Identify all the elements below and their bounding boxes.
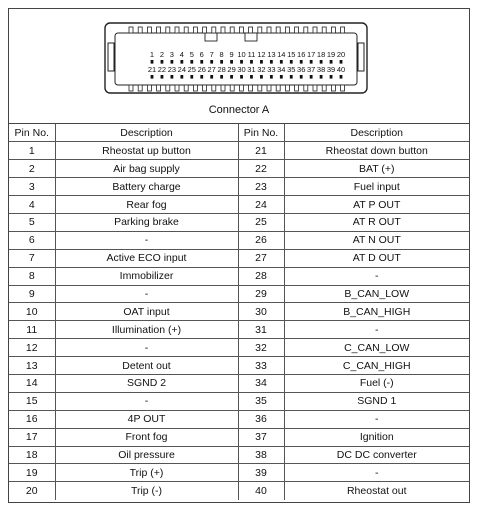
pin-table-header-row (9, 124, 469, 142)
pin-number-cell: 39 (238, 464, 284, 482)
connector-pin-contact (310, 75, 313, 79)
pin-number-cell: 21 (238, 142, 284, 160)
connector-pin-label: 15 (287, 50, 296, 59)
table-row (9, 482, 469, 500)
connector-pin-contact (180, 60, 183, 64)
connector-pin-label: 19 (326, 50, 336, 59)
table-row (9, 339, 469, 357)
connector-tooth (129, 85, 133, 91)
table-row (9, 374, 469, 392)
connector-pin-contact (280, 60, 283, 64)
pin-description-cell: - (284, 410, 469, 428)
connector-pin-label: 38 (316, 65, 326, 74)
connector-tooth (138, 27, 142, 33)
connector-pin-label: 32 (257, 65, 266, 74)
pin-description-cell: AT R OUT (284, 213, 469, 231)
connector-tooth (267, 85, 271, 91)
pin-number-cell: 7 (9, 249, 55, 267)
table-row (9, 160, 469, 178)
connector-tooth (276, 85, 280, 91)
connector-tooth (203, 27, 207, 33)
pin-description-cell: Trip (-) (55, 482, 238, 500)
connector-pin-contact (260, 75, 263, 79)
connector-caption: Connector A (208, 104, 270, 116)
connector-pin-label: 29 (227, 65, 236, 74)
pin-number-cell: 2 (9, 160, 55, 178)
header-description-left: Description (55, 124, 238, 142)
pin-number-cell: 35 (238, 392, 284, 410)
pin-description-cell: B_CAN_HIGH (284, 303, 469, 321)
pin-number-cell: 20 (9, 482, 55, 500)
connector-pin-contact (280, 75, 283, 79)
connector-pin-label: 21 (147, 65, 157, 74)
connector-pin-contact (230, 60, 233, 64)
connector-tooth (184, 85, 188, 91)
connector-pin-label: 34 (277, 65, 286, 74)
connector-tooth (313, 27, 317, 33)
connector-pin-contact (290, 75, 293, 79)
pin-description-cell: - (284, 267, 469, 285)
connector-pin-label: 3 (169, 50, 174, 59)
pin-number-cell: 18 (9, 446, 55, 464)
pin-description-cell: Battery charge (55, 178, 238, 196)
connector-tooth (285, 27, 289, 33)
connector-tooth (249, 27, 253, 33)
pin-description-cell: AT P OUT (284, 196, 469, 214)
connector-tooth (230, 27, 234, 33)
connector-tooth (285, 85, 289, 91)
connector-pin-label: 35 (287, 65, 296, 74)
pin-description-cell: Immobilizer (55, 267, 238, 285)
pin-number-cell: 6 (9, 231, 55, 249)
connector-tooth (239, 85, 243, 91)
pin-number-cell: 38 (238, 446, 284, 464)
connector-tooth (193, 27, 197, 33)
pin-number-cell: 28 (238, 267, 284, 285)
pin-number-cell: 17 (9, 428, 55, 446)
connector-pin-contact (190, 60, 193, 64)
connector-tooth (258, 27, 262, 33)
pin-number-cell: 9 (9, 285, 55, 303)
connector-tooth (239, 27, 243, 33)
connector-diagram-panel (9, 9, 469, 124)
pin-number-cell: 13 (9, 357, 55, 375)
table-row (9, 321, 469, 339)
pin-description-cell: 4P OUT (55, 410, 238, 428)
connector-tooth (193, 85, 197, 91)
connector-tooth (166, 85, 170, 91)
connector-pin-contact (290, 60, 293, 64)
pin-description-cell: DC DC converter (284, 446, 469, 464)
connector-tooth (313, 85, 317, 91)
pin-description-cell: SGND 2 (55, 374, 238, 392)
pin-number-cell: 30 (238, 303, 284, 321)
pin-number-cell: 34 (238, 374, 284, 392)
connector-pin-label: 6 (199, 50, 204, 59)
connector-pin-contact (220, 60, 223, 64)
connector-tooth (331, 27, 335, 33)
pin-description-cell: Rheostat up button (55, 142, 238, 160)
pin-number-cell: 29 (238, 285, 284, 303)
pin-description-cell: C_CAN_HIGH (284, 357, 469, 375)
pin-number-cell: 36 (238, 410, 284, 428)
connector-pin-contact (330, 75, 333, 79)
connector-pin-label: 20 (336, 50, 346, 59)
connector-tooth (221, 27, 225, 33)
pin-description-cell: Fuel input (284, 178, 469, 196)
pin-description-cell: SGND 1 (284, 392, 469, 410)
connector-tooth (322, 27, 326, 33)
pin-description-cell: Trip (+) (55, 464, 238, 482)
connector-tooth (221, 85, 225, 91)
table-row (9, 357, 469, 375)
connector-pin-label: 14 (277, 50, 286, 59)
pin-number-cell: 1 (9, 142, 55, 160)
connector-pin-contact (151, 75, 154, 79)
connector-pin-label: 1 (149, 50, 155, 59)
pin-description-cell: Front fog (55, 428, 238, 446)
connector-pin-contact (330, 60, 333, 64)
connector-pin-contact (170, 75, 173, 79)
connector-pin-contact (230, 75, 233, 79)
connector-tooth (175, 85, 179, 91)
connector-tooth (331, 85, 335, 91)
table-row (9, 267, 469, 285)
connector-tooth (249, 85, 253, 91)
connector-pin-label: 11 (247, 50, 256, 59)
connector-pin-contact (240, 60, 243, 64)
pin-description-cell: Rheostat out (284, 482, 469, 500)
connector-pin-contact (200, 60, 203, 64)
connector-pin-label: 5 (189, 50, 194, 59)
connector-tooth (157, 27, 161, 33)
connector-pin-label: 23 (167, 65, 177, 74)
pin-number-cell: 19 (9, 464, 55, 482)
pin-number-cell: 26 (238, 231, 284, 249)
connector-pin-label: 22 (157, 65, 167, 74)
pin-description-cell: Fuel (-) (284, 374, 469, 392)
connector-pin-contact (340, 60, 343, 64)
connector-tooth (267, 27, 271, 33)
connector-pin-label: 27 (207, 65, 216, 74)
connector-tooth (304, 27, 308, 33)
connector-tooth (258, 85, 262, 91)
pin-description-cell: AT N OUT (284, 231, 469, 249)
pin-description-cell: Rheostat down button (284, 142, 469, 160)
connector-pin-contact (300, 60, 303, 64)
pin-number-cell: 15 (9, 392, 55, 410)
table-row (9, 213, 469, 231)
connector-tooth (295, 85, 299, 91)
connector-tooth (175, 27, 179, 33)
pin-description-cell: Active ECO input (55, 249, 238, 267)
pin-number-cell: 5 (9, 213, 55, 231)
pin-number-cell: 23 (238, 178, 284, 196)
connector-a-drawing (9, 9, 469, 104)
table-row (9, 142, 469, 160)
connector-pin-contact (200, 75, 203, 79)
header-pin-no-left: Pin No. (9, 124, 55, 142)
connector-tooth (147, 27, 151, 33)
connector-pin-contact (240, 75, 243, 79)
connector-pin-label: 39 (326, 65, 336, 74)
table-row (9, 249, 469, 267)
connector-pin-label: 28 (217, 65, 226, 74)
connector-tooth (147, 85, 151, 91)
pinout-sheet (8, 8, 470, 503)
connector-pin-contact (320, 60, 323, 64)
connector-pin-label: 30 (237, 65, 246, 74)
pin-description-cell: - (55, 231, 238, 249)
connector-pin-contact (161, 75, 164, 79)
connector-pin-label: 9 (229, 50, 234, 59)
connector-tooth (276, 27, 280, 33)
connector-pin-label: 24 (177, 65, 187, 74)
connector-tooth (212, 27, 216, 33)
connector-pin-contact (220, 75, 223, 79)
table-row (9, 464, 469, 482)
header-pin-no-right: Pin No. (238, 124, 284, 142)
connector-tooth (166, 27, 170, 33)
connector-pin-label: 37 (306, 65, 316, 74)
pin-number-cell: 11 (9, 321, 55, 339)
pin-description-cell: - (284, 464, 469, 482)
pin-number-cell: 3 (9, 178, 55, 196)
connector-pin-label: 7 (209, 50, 214, 59)
connector-pin-contact (161, 60, 164, 64)
pin-description-cell: Air bag supply (55, 160, 238, 178)
connector-pin-contact (180, 75, 183, 79)
pin-number-cell: 24 (238, 196, 284, 214)
table-row (9, 410, 469, 428)
connector-pin-label: 18 (316, 50, 326, 59)
connector-pin-contact (250, 75, 253, 79)
connector-pin-label: 31 (247, 65, 256, 74)
connector-tooth (304, 85, 308, 91)
connector-pin-label: 26 (197, 65, 206, 74)
pin-number-cell: 12 (9, 339, 55, 357)
pin-number-cell: 14 (9, 374, 55, 392)
connector-tooth (212, 85, 216, 91)
connector-pin-contact (270, 60, 273, 64)
pin-description-cell: - (55, 392, 238, 410)
connector-pin-label: 16 (297, 50, 306, 59)
connector-pin-label: 25 (187, 65, 196, 74)
pin-description-cell: BAT (+) (284, 160, 469, 178)
connector-pin-contact (170, 60, 173, 64)
pin-number-cell: 4 (9, 196, 55, 214)
connector-pin-contact (190, 75, 193, 79)
pin-description-cell: B_CAN_LOW (284, 285, 469, 303)
connector-pin-label: 13 (267, 50, 276, 59)
connector-tooth (341, 27, 345, 33)
connector-pin-contact (310, 60, 313, 64)
header-description-right: Description (284, 124, 469, 142)
pin-number-cell: 8 (9, 267, 55, 285)
pin-description-cell: C_CAN_LOW (284, 339, 469, 357)
pin-description-cell: OAT input (55, 303, 238, 321)
pin-number-cell: 27 (238, 249, 284, 267)
table-row (9, 446, 469, 464)
connector-pin-contact (260, 60, 263, 64)
pin-description-cell: AT D OUT (284, 249, 469, 267)
pin-number-cell: 16 (9, 410, 55, 428)
connector-tooth (138, 85, 142, 91)
pin-description-cell: Detent out (55, 357, 238, 375)
table-row (9, 178, 469, 196)
pin-number-cell: 22 (238, 160, 284, 178)
connector-tooth (230, 85, 234, 91)
pin-number-cell: 10 (9, 303, 55, 321)
connector-tooth (157, 85, 161, 91)
pin-description-cell: - (284, 321, 469, 339)
connector-tooth (341, 85, 345, 91)
pin-description-cell: Ignition (284, 428, 469, 446)
pin-number-cell: 25 (238, 213, 284, 231)
connector-pin-label: 40 (336, 65, 346, 74)
table-row (9, 428, 469, 446)
pin-description-cell: - (55, 339, 238, 357)
table-row (9, 303, 469, 321)
pin-number-cell: 32 (238, 339, 284, 357)
pin-number-cell: 37 (238, 428, 284, 446)
connector-pin-contact (320, 75, 323, 79)
pin-description-cell: Parking brake (55, 213, 238, 231)
pin-description-cell: - (55, 285, 238, 303)
table-row (9, 285, 469, 303)
connector-tooth (295, 27, 299, 33)
table-row (9, 392, 469, 410)
pin-description-cell: Illumination (+) (55, 321, 238, 339)
connector-pin-label: 4 (179, 50, 184, 59)
connector-tooth (129, 27, 133, 33)
pin-description-cell: Rear fog (55, 196, 238, 214)
pin-description-cell: Oil pressure (55, 446, 238, 464)
connector-pin-label: 33 (267, 65, 276, 74)
connector-pin-contact (340, 75, 343, 79)
connector-pin-contact (210, 60, 213, 64)
table-row (9, 231, 469, 249)
connector-pin-label: 10 (237, 50, 246, 59)
connector-pin-contact (300, 75, 303, 79)
connector-tooth (203, 85, 207, 91)
pin-table (9, 124, 469, 500)
connector-pin-contact (270, 75, 273, 79)
pin-number-cell: 40 (238, 482, 284, 500)
connector-pin-label: 17 (306, 50, 316, 59)
connector-pin-contact (151, 60, 154, 64)
pin-number-cell: 31 (238, 321, 284, 339)
pin-number-cell: 33 (238, 357, 284, 375)
connector-pin-label: 36 (297, 65, 306, 74)
connector-pin-label: 8 (219, 50, 224, 59)
connector-pin-label: 2 (159, 50, 165, 59)
connector-pin-contact (210, 75, 213, 79)
table-row (9, 196, 469, 214)
connector-pin-contact (250, 60, 253, 64)
connector-pin-label: 12 (257, 50, 266, 59)
connector-tooth (322, 85, 326, 91)
connector-tooth (184, 27, 188, 33)
